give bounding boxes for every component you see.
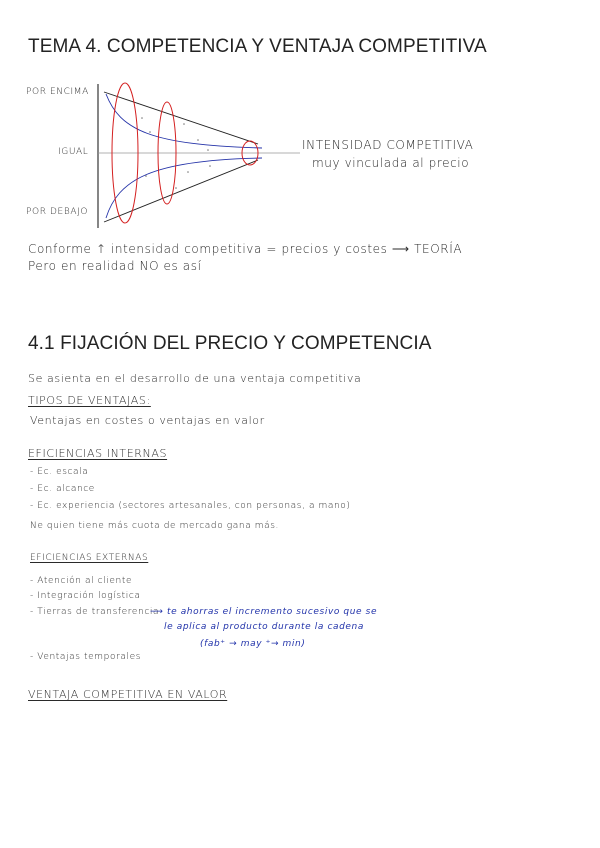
externas-note-2: le aplica al producto durante la cadena xyxy=(164,622,364,632)
cone-lower-line xyxy=(104,160,258,222)
intro-line-2: Pero en realidad NO es así xyxy=(28,259,202,273)
internas-item-1: - Ec. escala xyxy=(30,467,89,477)
internas-item-2: - Ec. alcance xyxy=(30,484,95,494)
internas-item-3: - Ec. experiencia (sectores artesanales, con personas, a mano) xyxy=(30,501,351,511)
intro-line-1: Conforme ↑ intensidad competitiva = precios y costes ⟶ TEORÍA xyxy=(28,242,463,256)
cone-upper-line xyxy=(104,92,258,144)
externas-note-1: ⟶ te ahorras el incremento sucesivo que se xyxy=(150,607,378,617)
tipos-text: Ventajas en costes o ventajas en valor xyxy=(30,414,265,427)
diagram-caption-line1: INTENSIDAD COMPETITIVA xyxy=(302,138,474,152)
diagram-label-mid: IGUAL xyxy=(58,147,89,157)
externas-item-1: - Atención al cliente xyxy=(30,576,133,586)
blue-curve-upper xyxy=(106,94,262,148)
section-base-line: Se asienta en el desarrollo de una ventaja competitiva xyxy=(28,372,362,385)
externas-item-4: - Ventajas temporales xyxy=(30,652,142,662)
blue-curve-lower xyxy=(106,158,262,218)
competitive-intensity-diagram xyxy=(0,80,600,320)
internas-heading: EFICIENCIAS INTERNAS xyxy=(28,447,168,460)
page-title: TEMA 4. COMPETENCIA Y VENTAJA COMPETITIVA xyxy=(28,36,487,57)
diagram-label-top: POR ENCIMA xyxy=(26,87,89,97)
diagram-label-bottom: POR DEBAJO xyxy=(26,207,89,217)
tipos-heading: TIPOS DE VENTAJAS: xyxy=(28,394,151,407)
externas-note-3: (fab⁺ → may ⁺→ min) xyxy=(200,639,306,649)
externas-heading: EFICIENCIAS EXTERNAS xyxy=(30,553,149,563)
valor-heading: VENTAJA COMPETITIVA EN VALOR xyxy=(28,688,228,701)
externas-item-3: - Tierras de transferencia xyxy=(30,607,160,617)
section-heading: 4.1 FIJACIÓN DEL PRECIO Y COMPETENCIA xyxy=(28,333,432,354)
internas-note: Ne quien tiene más cuota de mercado gana más. xyxy=(30,521,280,531)
diagram-caption-line2: muy vinculada al precio xyxy=(312,156,470,170)
externas-item-2: - Integración logística xyxy=(30,591,141,601)
